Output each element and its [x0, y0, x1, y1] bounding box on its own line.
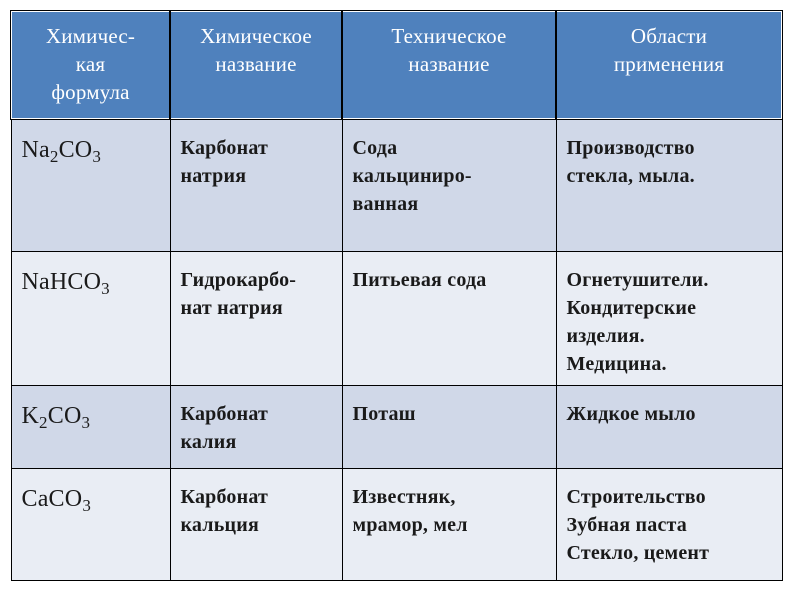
formula-cell: NaHCO$_3$: [11, 251, 170, 385]
header-formula: Химичес- кая формула: [11, 11, 170, 119]
table-row: [11, 468, 782, 580]
technical-name-cell: Известняк, мрамор, мел: [342, 468, 556, 580]
table-row: [11, 119, 782, 251]
chemical-name-cell: Гидрокарбо- нат натрия: [170, 251, 342, 385]
header-chemical-name: Химическое название: [170, 11, 342, 119]
formula-cell: $K_2CO_3$: [11, 385, 170, 468]
table-header-row: [11, 11, 782, 119]
soda-compounds-table: [10, 10, 783, 581]
chemical-name-cell: Карбонат калия: [170, 385, 342, 468]
applications-cell: Огнетушители. Кондитерские изделия. Медицина.: [556, 251, 782, 385]
applications-cell: Строительство Зубная паста Стекло, цемент: [556, 468, 782, 580]
chemical-name-cell: Карбонат кальция: [170, 468, 342, 580]
applications-cell: Производство стекла, мыла.: [556, 119, 782, 251]
technical-name-cell: Поташ: [342, 385, 556, 468]
technical-name-cell: Питьевая сода: [342, 251, 556, 385]
header-applications: Области применения: [556, 11, 782, 119]
formula-cell: CaCO$_3$: [11, 468, 170, 580]
applications-cell: Жидкое мыло: [556, 385, 782, 468]
header-technical-name: Техническое название: [342, 11, 556, 119]
chemical-name-cell: Карбонат натрия: [170, 119, 342, 251]
technical-name-cell: Сода кальциниро- ванная: [342, 119, 556, 251]
table-row: [11, 385, 782, 468]
table-row: [11, 251, 782, 385]
formula-cell: $Na_2CO_3$: [11, 119, 170, 251]
